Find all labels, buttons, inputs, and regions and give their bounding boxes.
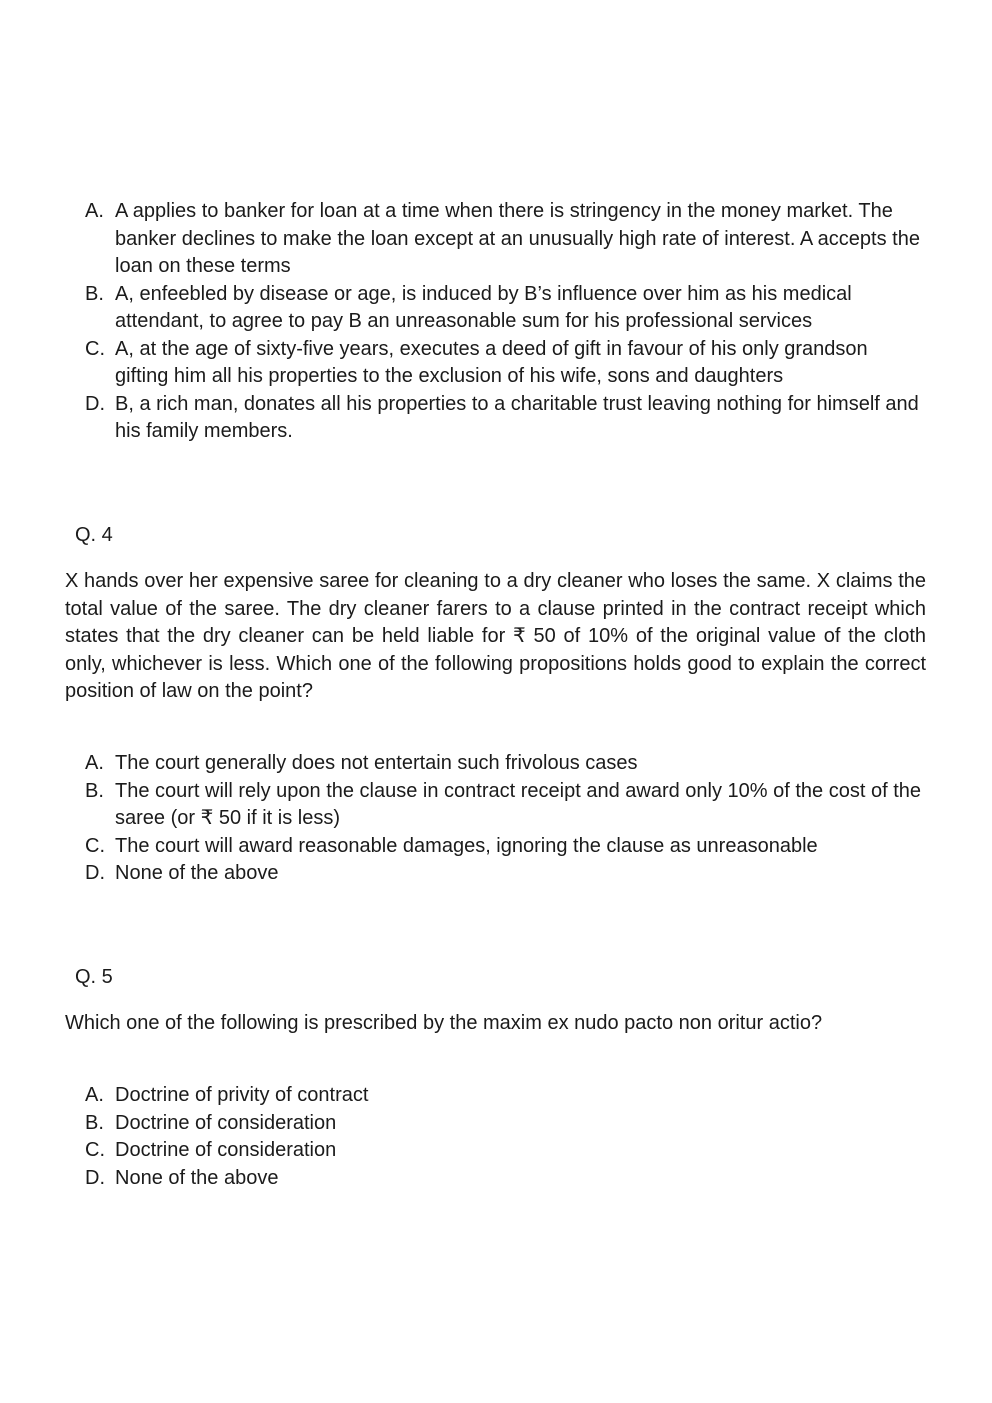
option-letter: D. [85, 1166, 105, 1189]
option-letter: B. [85, 1111, 104, 1134]
option-letter: D. [85, 862, 105, 884]
q4-option-a [85, 750, 925, 778]
option-text: None of the above [115, 1166, 279, 1189]
option-letter: C. [85, 1139, 105, 1161]
option-letter: A. [85, 752, 104, 774]
option-letter: C. [85, 834, 105, 857]
option-letter: D. [85, 392, 105, 415]
option-text: The court generally does not entertain such frivolous cases [115, 752, 638, 774]
q4-option-d [85, 860, 925, 888]
q5-option-b [85, 1110, 925, 1138]
option-letter: A. [85, 200, 104, 222]
q3-option-c [85, 336, 925, 391]
option-text: B, a rich man, donates all his properties to a charitable trust leaving nothing for himself and his family members. [115, 392, 919, 442]
q4-label: Q. 4 [75, 524, 113, 546]
option-text: A applies to banker for loan at a time when there is stringency in the money market. The banker declines to make the loan except at an unusually high rate of interest. A accepts the loan on these terms [115, 200, 920, 277]
option-letter: B. [85, 779, 104, 802]
q4-option-b [85, 778, 925, 833]
q4-options [85, 750, 925, 888]
q4-option-c [85, 833, 925, 861]
q5-question-text: Which one of the following is prescribed by the maxim ex nudo pacto non oritur actio? [65, 1012, 823, 1034]
option-text: Doctrine of consideration [115, 1111, 337, 1134]
option-text: A, enfeebled by disease or age, is induced by B’s influence over him as his medical attendant, to agree to pay B an unreasonable sum for his professional services [115, 282, 852, 332]
option-text: The court will award reasonable damages, ignoring the clause as unreasonable [115, 834, 818, 857]
q3-options [85, 198, 925, 446]
q5-option-a [85, 1082, 925, 1110]
option-text: A, at the age of sixty-five years, executes a deed of gift in favour of his only grandson gifting him all his properties to the exclusion of his wife, sons and daughters [115, 337, 868, 387]
q5-options [85, 1082, 925, 1192]
q5-option-c [85, 1137, 925, 1165]
option-text: Doctrine of privity of contract [115, 1084, 369, 1106]
option-letter: C. [85, 337, 105, 360]
q4-question-text: X hands over her expensive saree for cleaning to a dry cleaner who loses the same. X claims the total value of the saree. The dry cleaner farers to a clause printed in the contract receipt which states that the dry cleaner can be held liable for ₹ 50 of 10% of the original value of the cloth only, whichever is less. Which one of the following propositions holds good to explain the correct position of law on the point? [65, 570, 926, 702]
option-letter: B. [85, 282, 104, 305]
q5-label: Q. 5 [75, 966, 113, 988]
q5-option-d [85, 1165, 925, 1193]
q3-option-b [85, 281, 925, 336]
option-text: Doctrine of consideration [115, 1139, 337, 1161]
option-text: None of the above [115, 862, 279, 884]
q3-option-d [85, 391, 925, 446]
option-letter: A. [85, 1084, 104, 1106]
q3-option-a [85, 198, 925, 281]
option-text: The court will rely upon the clause in contract receipt and award only 10% of the cost of the saree (or ₹ 50 if it is less) [115, 779, 921, 829]
